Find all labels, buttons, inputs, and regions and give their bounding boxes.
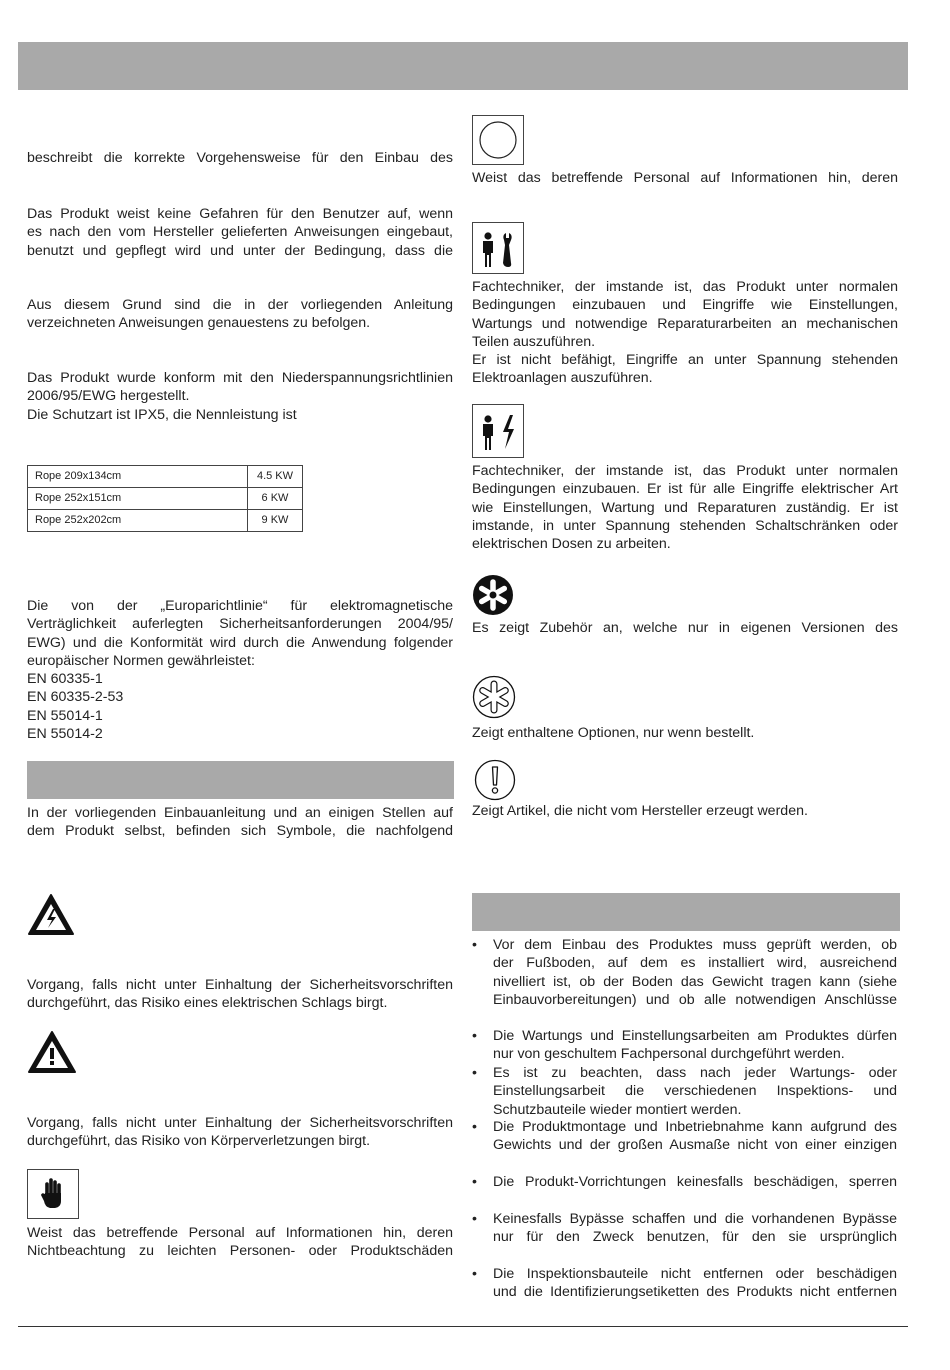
warning-icon [27, 1030, 77, 1075]
paragraph-electrical-technician: Fachtechniker, der imstande ist, das Produkt unter normalen Bedingungen einzubauen. Er ist für alle Eingriffe elektrischer Art wie Einstellungen, Wartung und Reparaturen zuständig. Er ist imstande, in unter Spannung stehenden Schaltschränken oder elektrischen Dosen zu arbeiten. [472, 463, 898, 553]
list-item: • Vor dem Einbau des Produktes muss geprüft werden, ob der Fußboden, auf dem es installiert wird, ausreichend nivelliert ist, ob der Boden das Gewicht tragen kann (siehe Einbauvorbereitungen) und ob alle notwendigen Anschlüsse [472, 937, 897, 1008]
paragraph-conformity: Das Produkt wurde konform mit den Niederspannungsrichtlinien 2006/95/EWG hergestellt. Die Schutzart ist IPX5, die Nennleistung ist [27, 370, 453, 423]
info-circle-icon [472, 115, 524, 165]
electric-hazard-icon [27, 893, 75, 937]
section-bar-symbols [27, 761, 454, 799]
paragraph-instructions: Aus diesem Grund sind die in der vorliegenden Anleitung verzeichneten Anweisungen genauestens zu befolgen. [27, 297, 453, 332]
paragraph-safety: Das Produkt weist keine Gefahren für den Benutzer auf, wenn es nach den vom Hersteller gelieferten Anweisungen eingebaut, benutzt und gepflegt wird und unter der Bedingung, dass die [27, 206, 453, 259]
table-cell-model: Rope 209x134cm [28, 466, 248, 488]
paragraph-accessory: Es zeigt Zubehör an, welche nur in eigenen Versionen des [472, 620, 898, 636]
electrical-technician-icon [472, 404, 524, 458]
paragraph-mechanical-technician: Fachtechniker, der imstande ist, das Produkt unter normalen Bedingungen einzubauen und Eingriffe wie Einstellungen, Wartungs und notwendige Reparaturarbeiten an mechanischen Teilen auszuführen. Er ist nicht befähigt, Eingriffe an unter Spannung stehenden Elektroanlagen auszuführen. [472, 279, 898, 387]
table-row [28, 510, 303, 532]
header-bar [18, 42, 908, 90]
paragraph-symbols-intro: In der vorliegenden Einbauanleitung und an einigen Stellen auf dem Produkt selbst, befinden sich Symbole, die nachfolgend [27, 805, 453, 840]
paragraph-intro: beschreibt die korrekte Vorgehensweise für den Einbau des [27, 150, 453, 166]
list-item: • Keinesfalls Bypässe schaffen und die vorhandenen Bypässe nur für den Zweck benutzen, für den sie ursprünglich [472, 1211, 897, 1246]
list-item: • Die Wartungs und Einstellungsarbeiten am Produktes dürfen nur von geschultem Fachpersonal durchgeführt werden. [472, 1028, 897, 1063]
list-item: • Die Inspektionsbauteile nicht entfernen oder beschädigen und die Identifizierungsetiketten des Produkts nicht entfernen [472, 1266, 897, 1301]
list-item: • Es ist zu beachten, dass nach jeder Wartungs- oder Einstellungsarbeit die verschiedenen Inspektions- und Schutzbauteile wieder montiert werden. [472, 1065, 897, 1118]
paragraph-info: Weist das betreffende Personal auf Informationen hin, deren [472, 170, 898, 186]
option-asterisk-icon [472, 675, 516, 719]
paragraph-injury-risk: Vorgang, falls nicht unter Einhaltung der Sicherheitsvorschriften durchgeführt, das Risiko von Körperverletzungen birgt. [27, 1115, 453, 1150]
table-cell-power: 9 KW [248, 510, 303, 532]
person-bolt-glyph-icon [473, 405, 523, 457]
paragraph-caution-info: Weist das betreffende Personal auf Informationen hin, deren Nichtbeachtung zu leichten Personen- oder Produktschäden [27, 1225, 453, 1260]
paragraph-emc: Die von der „Europarichtlinie“ für elektromagnetische Verträglichkeit auferlegten Sicherheitsanforderungen 2004/95/ EWG) und die Konformität wird durch die Anwendung folgender europäischer Normen gewährleistet: EN 60335-1 EN 60335-2-53 EN 55014-1 EN 55014-2 [27, 598, 453, 743]
list-item: • Die Produkt-Vorrichtungen keinesfalls beschädigen, sperren [472, 1174, 897, 1190]
circle-glyph-icon [473, 116, 523, 164]
paragraph-electric-risk: Vorgang, falls nicht unter Einhaltung der Sicherheitsvorschriften durchgeführt, das Risiko eines elektrischen Schlags birgt. [27, 977, 453, 1012]
table-row [28, 466, 303, 488]
paragraph-third-party: Zeigt Artikel, die nicht vom Hersteller erzeugt werden. [472, 803, 808, 819]
table-cell-model: Rope 252x151cm [28, 488, 248, 510]
table-cell-power: 6 KW [248, 488, 303, 510]
footer-rule [18, 1326, 908, 1327]
table-cell-power: 4.5 KW [248, 466, 303, 488]
section-bar-warnings [472, 893, 900, 931]
warnings-list [472, 936, 898, 1316]
hand-stop-icon [27, 1169, 79, 1219]
person-wrench-glyph-icon [473, 223, 523, 273]
table-row [28, 488, 303, 510]
paragraph-options: Zeigt enthaltene Optionen, nur wenn bestellt. [472, 725, 755, 741]
exclamation-circle-icon [474, 759, 516, 801]
power-table [27, 465, 303, 532]
hand-glyph-icon [28, 1170, 78, 1218]
accessory-asterisk-icon [472, 574, 514, 616]
mechanical-technician-icon [472, 222, 524, 274]
list-item: • Die Produktmontage und Inbetriebnahme kann aufgrund des Gewichts und der großen Ausmaße nicht von einer einzigen [472, 1119, 897, 1154]
table-cell-model: Rope 252x202cm [28, 510, 248, 532]
